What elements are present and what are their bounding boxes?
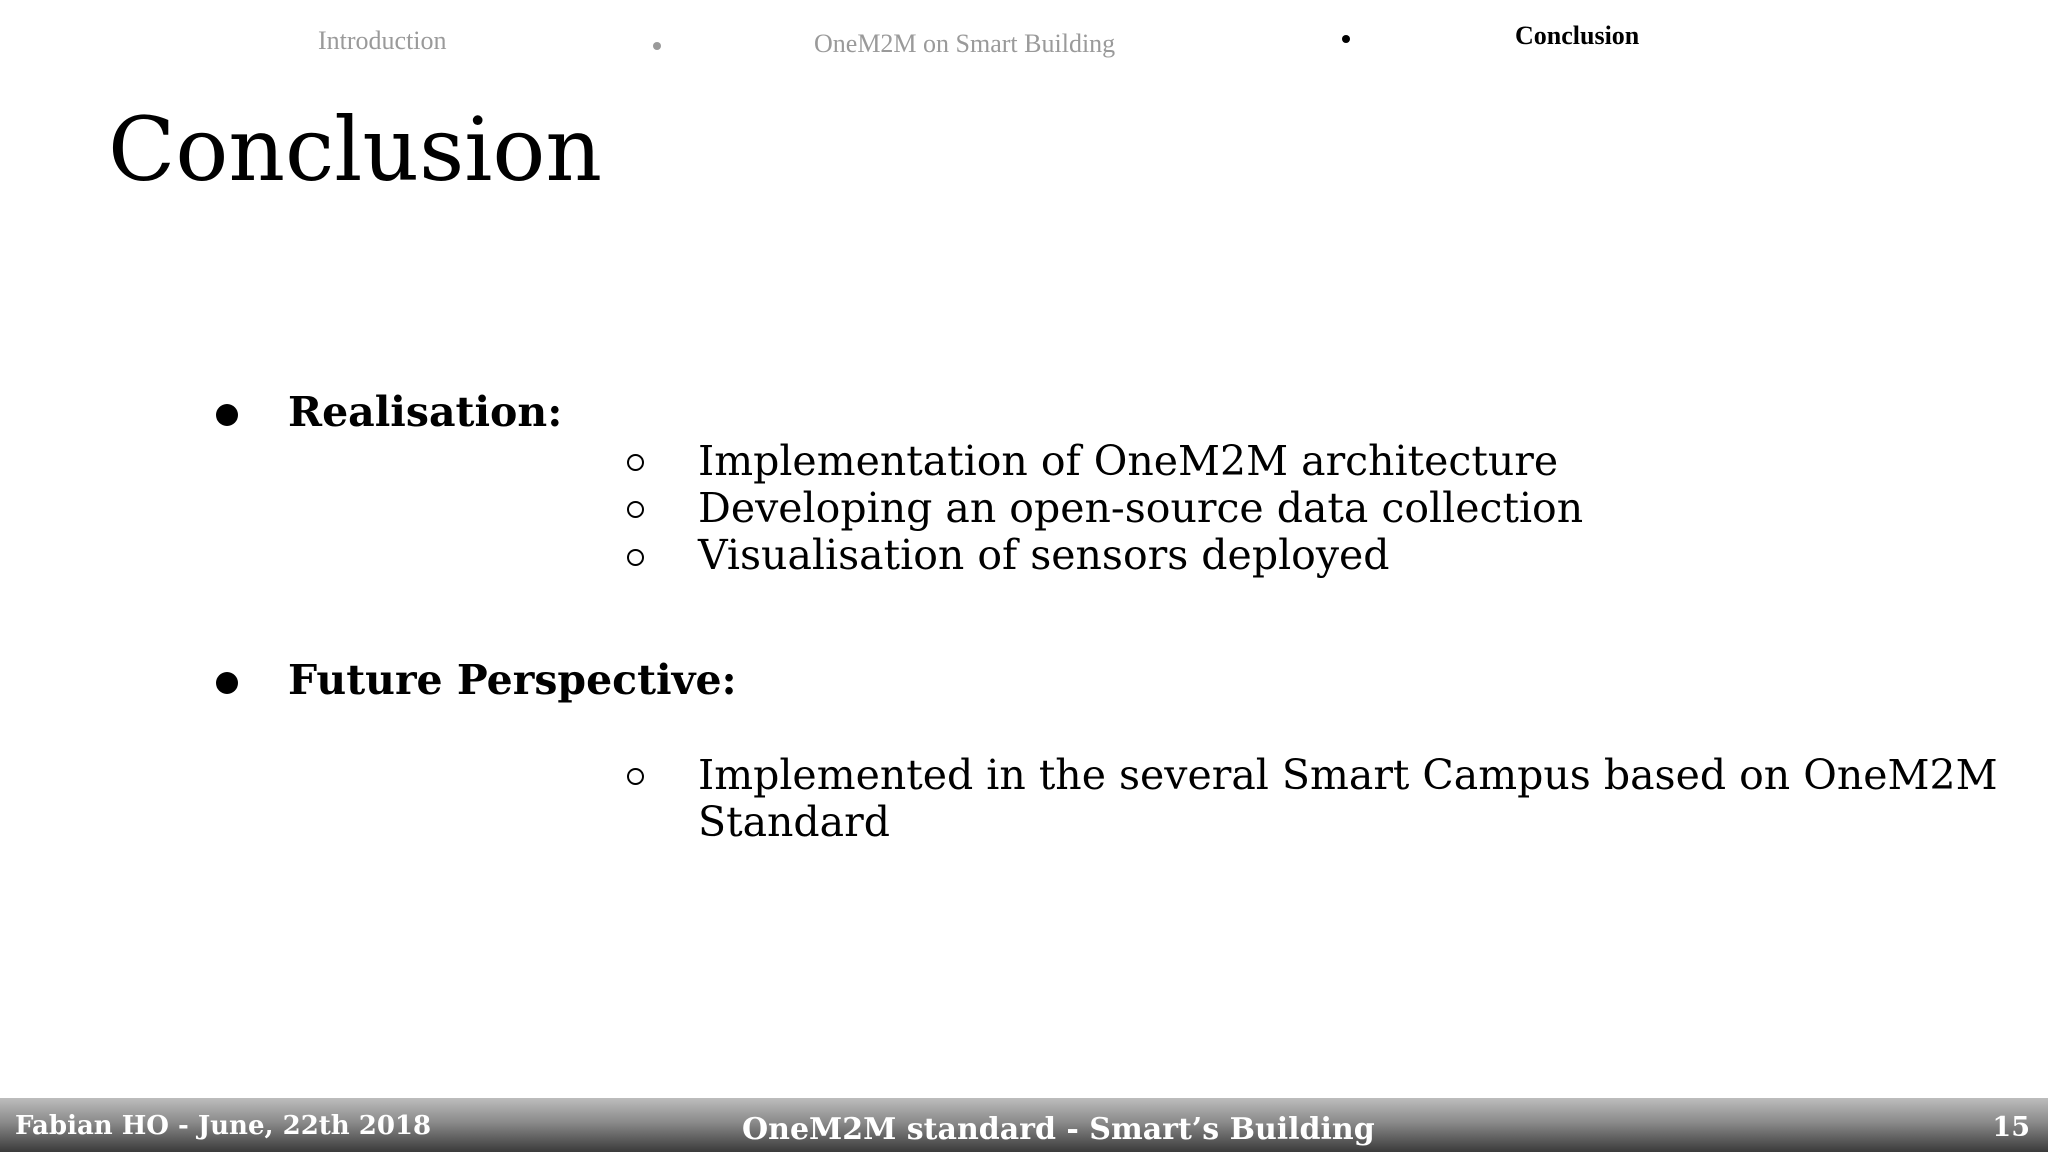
footer-bar bbox=[0, 1098, 2048, 1152]
footer-presentation-title: OneM2M standard - Smart’s Building bbox=[742, 1112, 1375, 1147]
list-item: Implemented in the several Smart Campus based on OneM2M Standard bbox=[698, 751, 1998, 846]
bullet-icon bbox=[216, 672, 238, 694]
list-item: Visualisation of sensors deployed bbox=[698, 531, 1390, 579]
nav-progress-dot-active bbox=[1342, 35, 1350, 43]
bullet-icon bbox=[216, 404, 238, 426]
section-label-future-perspective: Future Perspective: bbox=[288, 656, 737, 704]
list-item: Implementation of OneM2M architecture bbox=[698, 437, 1559, 485]
page-number: 15 bbox=[1992, 1112, 2030, 1143]
nav-progress-dot bbox=[653, 42, 661, 50]
footer-author-date: Fabian HO - June, 22th 2018 bbox=[15, 1111, 432, 1141]
section-label-realisation: Realisation: bbox=[288, 388, 563, 436]
list-item: Developing an open-source data collection bbox=[698, 484, 1584, 532]
sub-bullet-icon bbox=[627, 549, 644, 566]
nav-item-onem2m-smart-building[interactable]: OneM2M on Smart Building bbox=[814, 29, 1116, 58]
sub-bullet-icon bbox=[627, 454, 644, 471]
slide-title: Conclusion bbox=[108, 98, 603, 201]
sub-bullet-icon bbox=[627, 501, 644, 518]
nav-item-conclusion[interactable]: Conclusion bbox=[1515, 21, 1640, 50]
sub-bullet-icon bbox=[627, 768, 644, 785]
nav-item-introduction[interactable]: Introduction bbox=[318, 26, 447, 55]
